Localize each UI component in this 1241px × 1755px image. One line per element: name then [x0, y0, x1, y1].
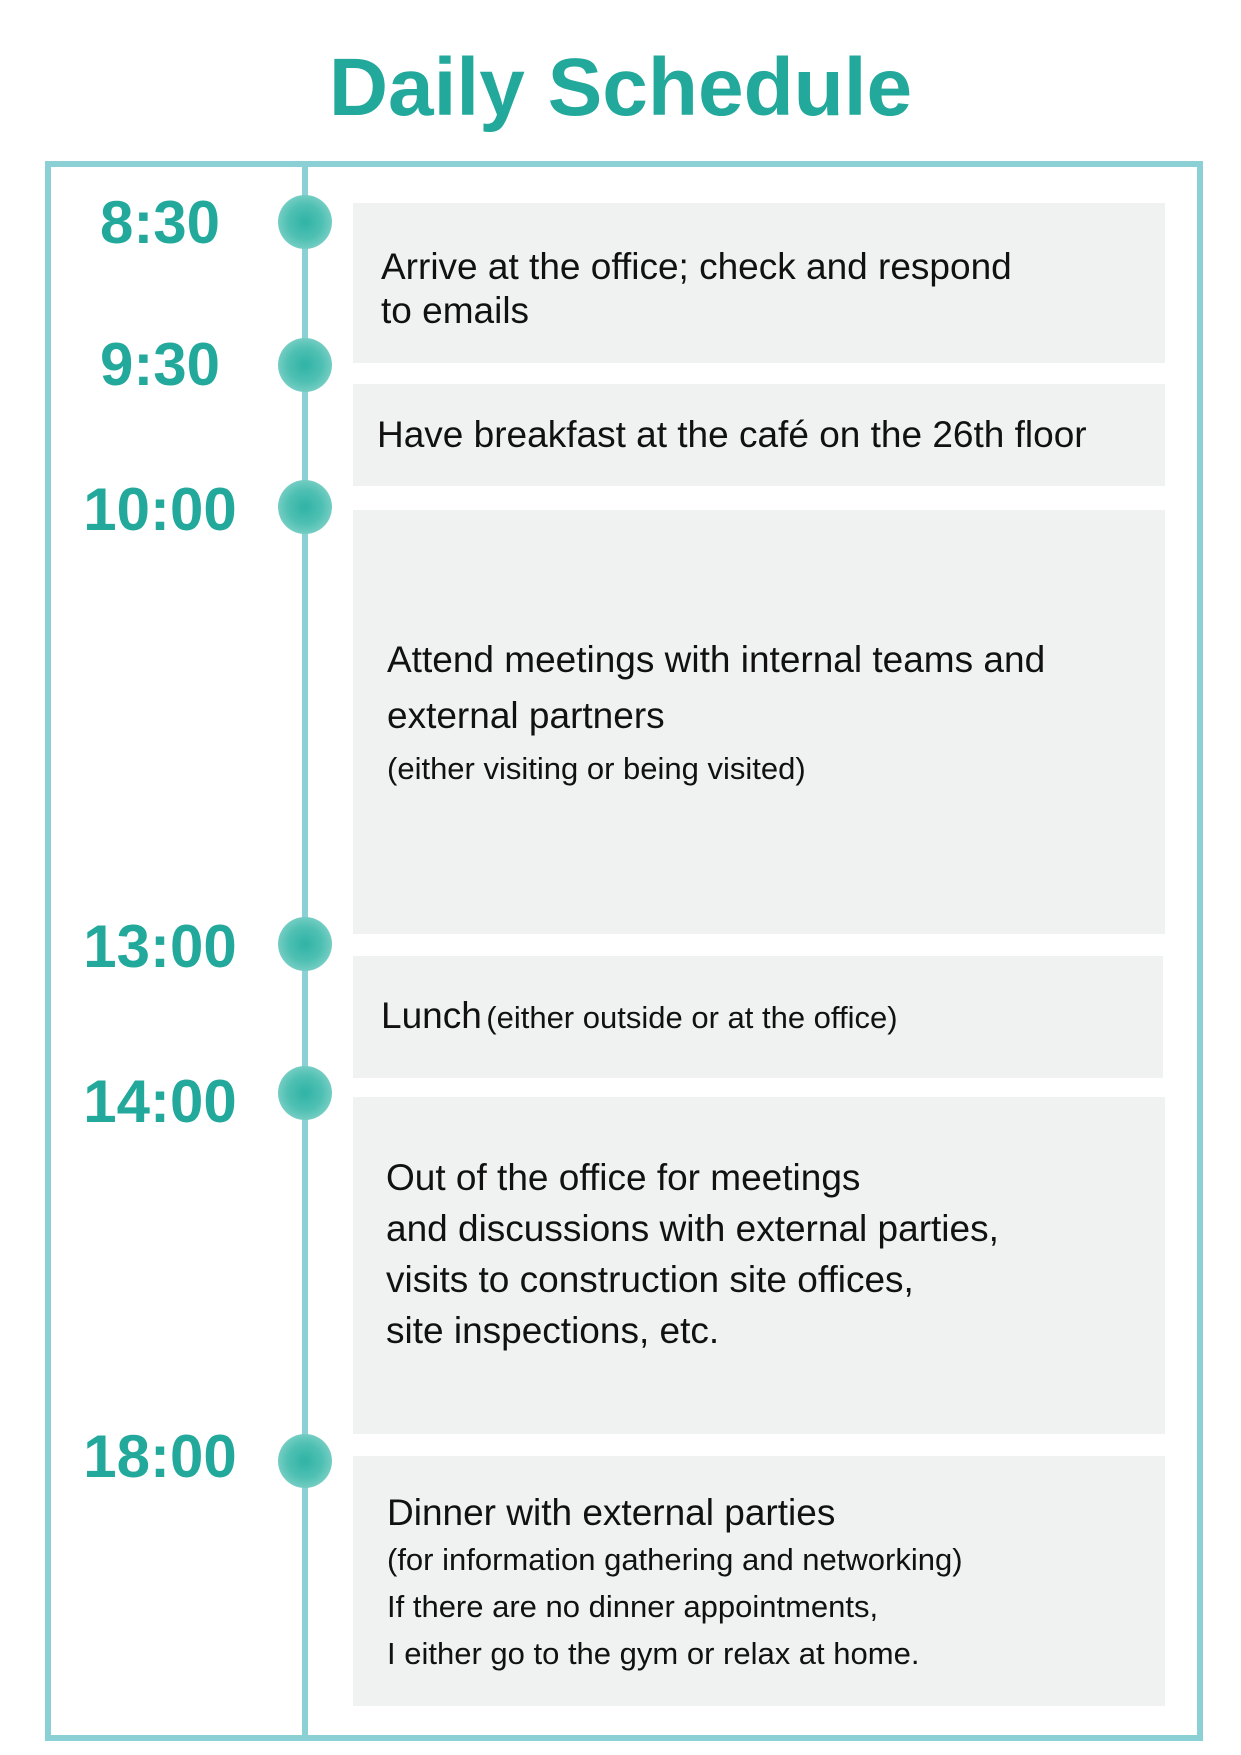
timeline-dot-1800: [278, 1434, 332, 1488]
item-text-line: external partners: [387, 695, 665, 736]
page-title: Daily Schedule: [328, 42, 913, 133]
schedule-item-1400: [353, 1097, 1165, 1434]
item-subtext-line: I either go to the gym or relax at home.: [387, 1635, 920, 1671]
item-text-line: Arrive at the office; check and respond: [381, 246, 1012, 287]
item-text-line: to emails: [381, 290, 530, 331]
item-text-line: Have breakfast at the café on the 26th floor: [377, 414, 1087, 455]
item-text-line: site inspections, etc.: [386, 1309, 720, 1351]
item-text-line: and discussions with external parties,: [386, 1207, 999, 1249]
schedule-item-0930: [353, 384, 1165, 486]
time-label-1000: 10:00: [83, 476, 237, 543]
time-label-0930: 9:30: [99, 331, 221, 398]
item-subtext-line: (for information gathering and networking): [387, 1541, 963, 1577]
item-subtext-inline: (either outside or at the office): [486, 1000, 898, 1035]
item-subtext-line: If there are no dinner appointments,: [387, 1588, 879, 1624]
schedule-item-1300: [353, 956, 1163, 1078]
time-label-0830: 8:30: [99, 189, 221, 256]
item-subtext-line: (either visiting or being visited): [387, 751, 806, 786]
time-label-1400: 14:00: [83, 1068, 237, 1135]
schedule-item-1000: [353, 510, 1165, 934]
timeline-dot-0930: [278, 338, 332, 392]
item-text-line: Out of the office for meetings: [386, 1156, 861, 1198]
timeline-dot-1300: [278, 917, 332, 971]
schedule-item-0830: [353, 203, 1165, 363]
time-label-1800: 18:00: [83, 1423, 237, 1490]
timeline-dot-1400: [278, 1066, 332, 1120]
item-text-inline: Lunch: [381, 995, 482, 1036]
timeline-dot-1000: [278, 480, 332, 534]
item-text-line: Dinner with external parties: [387, 1491, 836, 1533]
timeline-dot-0830: [278, 195, 332, 249]
time-label-1300: 13:00: [83, 913, 237, 980]
item-text-line: visits to construction site offices,: [386, 1258, 914, 1300]
item-text-line: Attend meetings with internal teams and: [387, 639, 1046, 680]
schedule-item-1800: [353, 1456, 1165, 1706]
